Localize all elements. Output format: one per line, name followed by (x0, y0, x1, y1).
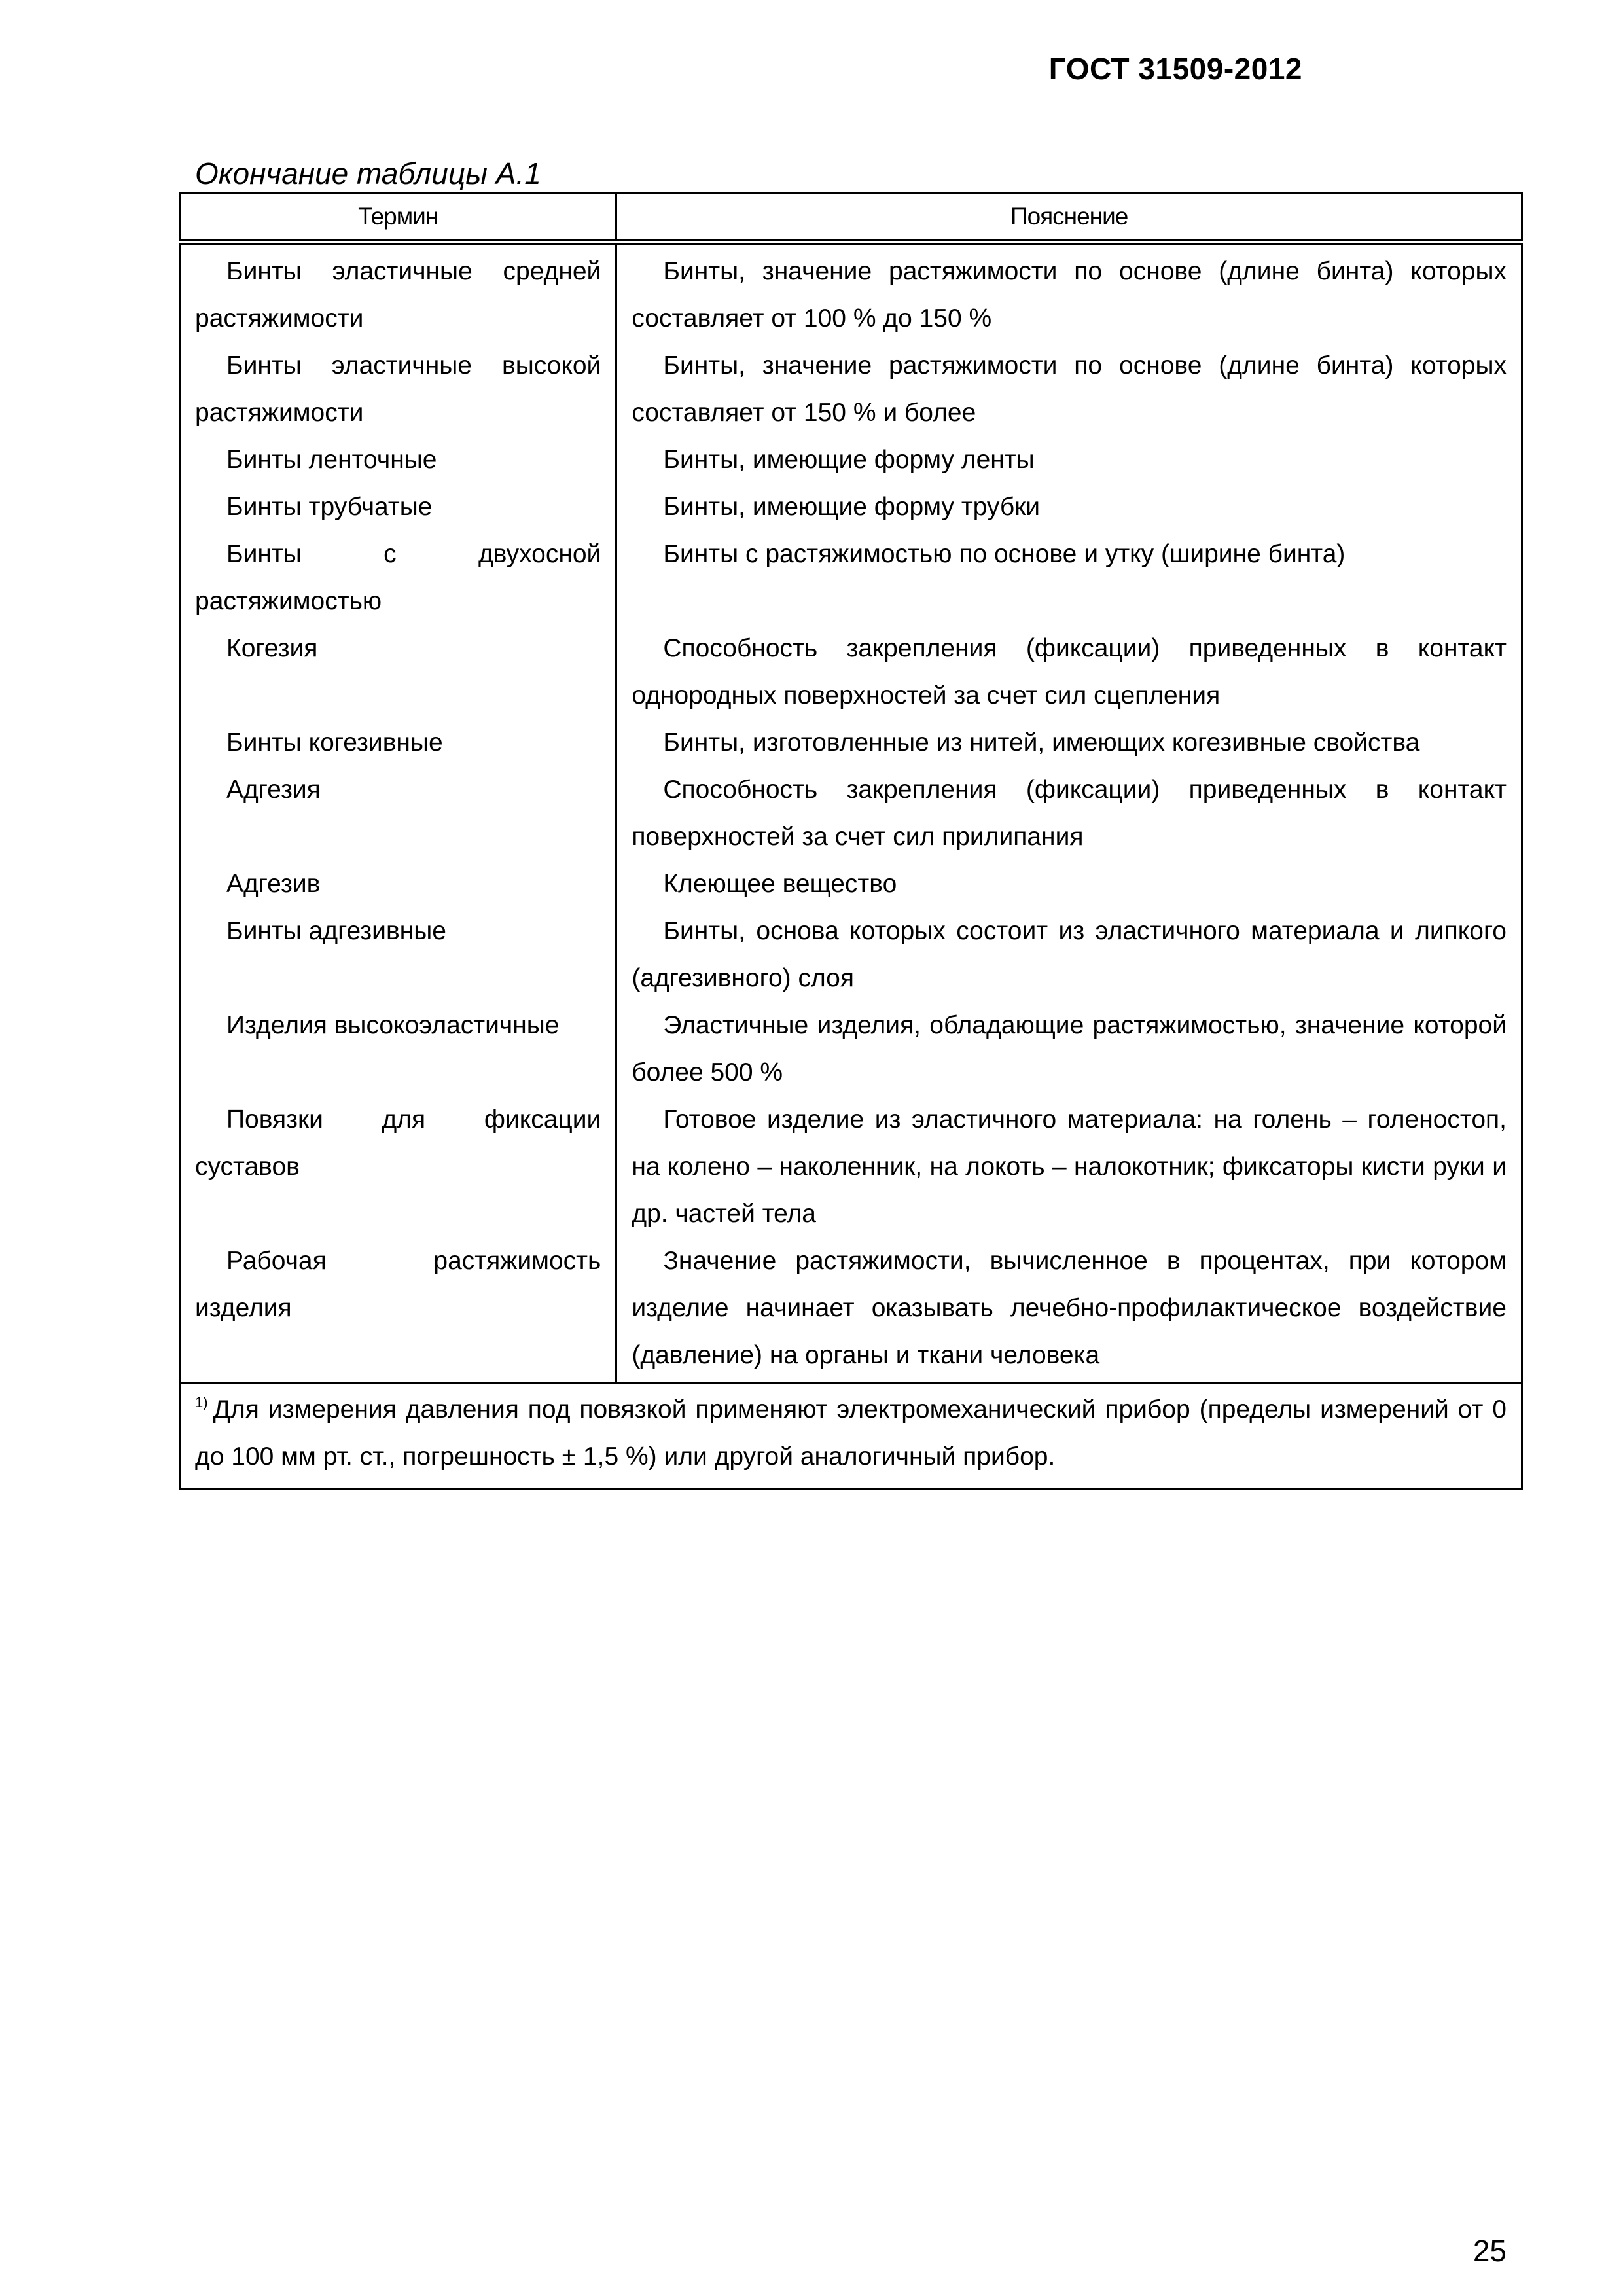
explanation-cell: Эластичные изделия, обладающие растяжимостью, значение которой более 500 % (616, 1002, 1522, 1096)
explanation-cell: Бинты, значение растяжимости по основе (длине бинта) которых составляет от 100 % до 150 % (616, 242, 1522, 342)
term-cell: Изделия высокоэластичные (180, 1002, 616, 1096)
term-cell: Бинты адгезивные (180, 908, 616, 1002)
table-row (180, 342, 1522, 437)
term-cell: Бинты трубчатые (180, 484, 616, 531)
explanation-cell: Клеющее вещество (616, 861, 1522, 908)
term-cell: Бинты ленточные (180, 437, 616, 484)
term-cell: Бинты когезивные (180, 719, 616, 766)
table-row (180, 531, 1522, 625)
term-cell: Рабочая растяжимость изделия (180, 1238, 616, 1383)
explanation-cell: Бинты, имеющие форму ленты (616, 437, 1522, 484)
table-row (180, 437, 1522, 484)
table-row (180, 625, 1522, 719)
term-cell: Бинты эластичные средней растяжимости (180, 242, 616, 342)
explanation-cell: Способность закрепления (фиксации) приведенных в контакт однородных поверхностей за счет сил сцепления (616, 625, 1522, 719)
footnote-text: Для измерения давления под повязкой применяют электромеханический прибор (пределы измерений от 0 до 100 мм рт. ст., погрешность ± 1,5 %) или другой аналогичный прибор. (195, 1395, 1507, 1471)
table-row (180, 861, 1522, 908)
table-row (180, 484, 1522, 531)
term-cell: Повязки для фиксации суставов (180, 1096, 616, 1238)
terms-table (179, 192, 1523, 1490)
explanation-cell: Бинты, основа которых состоит из эластичного материала и липкого (адгезивного) слоя (616, 908, 1522, 1002)
explanation-cell: Способность закрепления (фиксации) приведенных в контакт поверхностей за счет сил прилипания (616, 766, 1522, 861)
table-row (180, 1096, 1522, 1238)
explanation-cell: Бинты, имеющие форму трубки (616, 484, 1522, 531)
table-footnote (180, 1383, 1522, 1490)
footnote-row (180, 1383, 1522, 1490)
table-row (180, 766, 1522, 861)
table-caption: Окончание таблицы А.1 (195, 156, 541, 190)
table-header-row (180, 193, 1522, 243)
footnote-marker: 1) (195, 1394, 208, 1410)
table-row (180, 242, 1522, 342)
explanation-cell: Бинты с растяжимостью по основе и утку (ширине бинта) (616, 531, 1522, 625)
table-row (180, 719, 1522, 766)
term-cell: Когезия (180, 625, 616, 719)
term-cell: Бинты с двухосной растяжимостью (180, 531, 616, 625)
table-row (180, 1002, 1522, 1096)
column-header-explanation: Пояснение (616, 193, 1522, 243)
page-number: 25 (1472, 2234, 1507, 2268)
explanation-cell: Значение растяжимости, вычисленное в процентах, при котором изделие начинает оказывать лечебно-профилактическое воздействие (давление) на органы и ткани человека (616, 1238, 1522, 1383)
table-row (180, 908, 1522, 1002)
term-cell: Бинты эластичные высокой растяжимости (180, 342, 616, 437)
term-cell: Адгезия (180, 766, 616, 861)
explanation-cell: Готовое изделие из эластичного материала: на голень – голеностоп, на колено – наколенник, на локоть – налокотник; фиксаторы кисти руки и др. частей тела (616, 1096, 1522, 1238)
table-row (180, 1238, 1522, 1383)
explanation-cell: Бинты, значение растяжимости по основе (длине бинта) которых составляет от 150 % и более (616, 342, 1522, 437)
standard-number: ГОСТ 31509-2012 (1048, 52, 1302, 86)
term-cell: Адгезив (180, 861, 616, 908)
explanation-cell: Бинты, изготовленные из нитей, имеющих когезивные свойства (616, 719, 1522, 766)
column-header-term: Термин (180, 193, 616, 243)
